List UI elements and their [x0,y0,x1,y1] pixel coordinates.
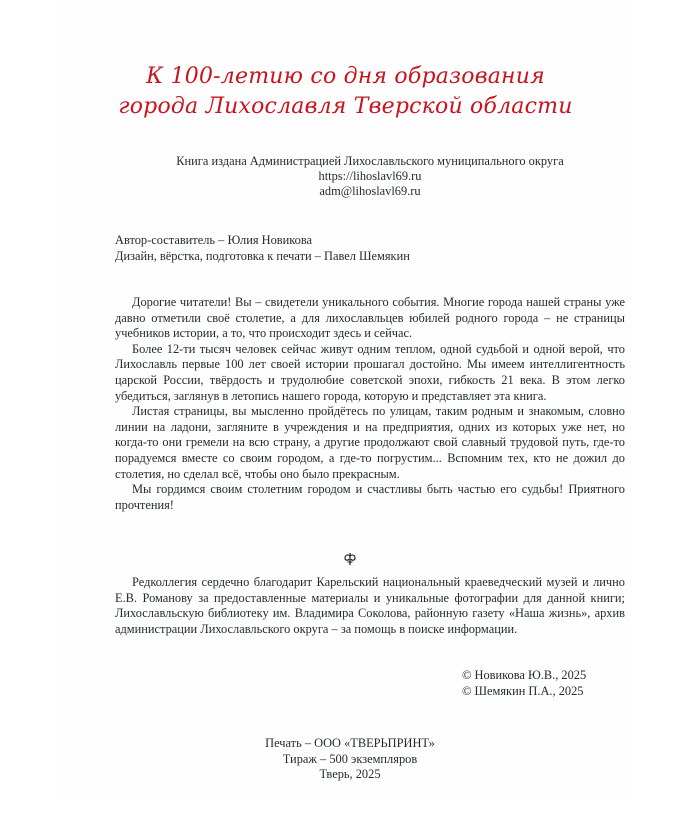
credits-block [115,233,410,264]
fleur-de-lis-icon [342,550,358,565]
foreword-paragraph: Более 12-ти тысяч человек сейчас живут одним теплом, одной судьбой и одной верой, что Лихославль первые 100 лет своей истории прошагал достойно. Мы имеем интеллигентность царской России, твёрдость и трудолюбие советской эпохи, гибкость 21 века. В этом легко убедиться, заглянув в летопись нашего города, которую и представляет эта книга. [115,341,625,403]
publisher-email[interactable]: adm@lihoslavl69.ru [319,184,421,198]
imprint-block [0,736,691,783]
publisher-statement: Книга издана Администрацией Лихославльского муниципального округа [176,154,564,168]
foreword-paragraph: Листая страницы, вы мысленно пройдётесь по улицам, таким родным и знакомым, словно линии на ладони, загляните в учреждения и на предприятия, одних из которых уже нет, но когда-то они гремели на всю страну, а другие продолжают свой славный трудовой путь, где-то порадуемся вместе со своим городом, а где-то погрустим... Вспомним тех, кто не дожил до столетия, но сделал всё, чтобы оно было прекрасным. [115,404,625,481]
title-line-2: города Лихославля Тверской области [118,94,573,119]
city-year: Тверь, 2025 [319,767,381,781]
foreword-paragraph: Дорогие читатели! Вы – свидетели уникального события. Многие города нашей страны уже давно отметили своё столетие, а для лихославльцев юбилей родного города – не страницы учебников истории, а то, что происходит здесь и сейчас. [115,295,625,341]
copyright-author: © Новикова Ю.В., 2025 [462,668,587,682]
copyright-designer: © Шемякин П.А., 2025 [462,683,584,698]
acknowledgements-text: Редколлегия сердечно благодарит Карельский национальный краеведческий музей и лично Е.В. Романову за предоставленные материалы и уникальные фотографии для данной книги; Лихославльскую библиотеку им. Владимира Соколова, районную газету «Наша жизнь», архив администрации Лихославльского округа – за помощь в поиске информации. [115,575,625,636]
author-credit: Автор-составитель – Юлия Новикова [115,233,313,247]
print-run: Тираж – 500 экземпляров [282,751,418,766]
publisher-website[interactable]: https://lihoslavl69.ru [318,169,422,183]
acknowledgements [115,575,625,637]
publisher-block [0,154,691,199]
ornament-divider [0,550,691,566]
book-title [0,62,691,122]
design-credit: Дизайн, вёрстка, подготовка к печати – Павел Шемякин [115,248,410,263]
title-line-1: К 100-летию со дня образования [146,64,545,89]
foreword-paragraph: Мы гордимся своим столетним городом и счастливы быть частью его судьбы! Приятного прочтения! [115,482,625,512]
copyright-block [462,668,586,699]
printer-info: Печать – ООО «ТВЕРЬПРИНТ» [265,736,435,750]
foreword [115,295,625,513]
